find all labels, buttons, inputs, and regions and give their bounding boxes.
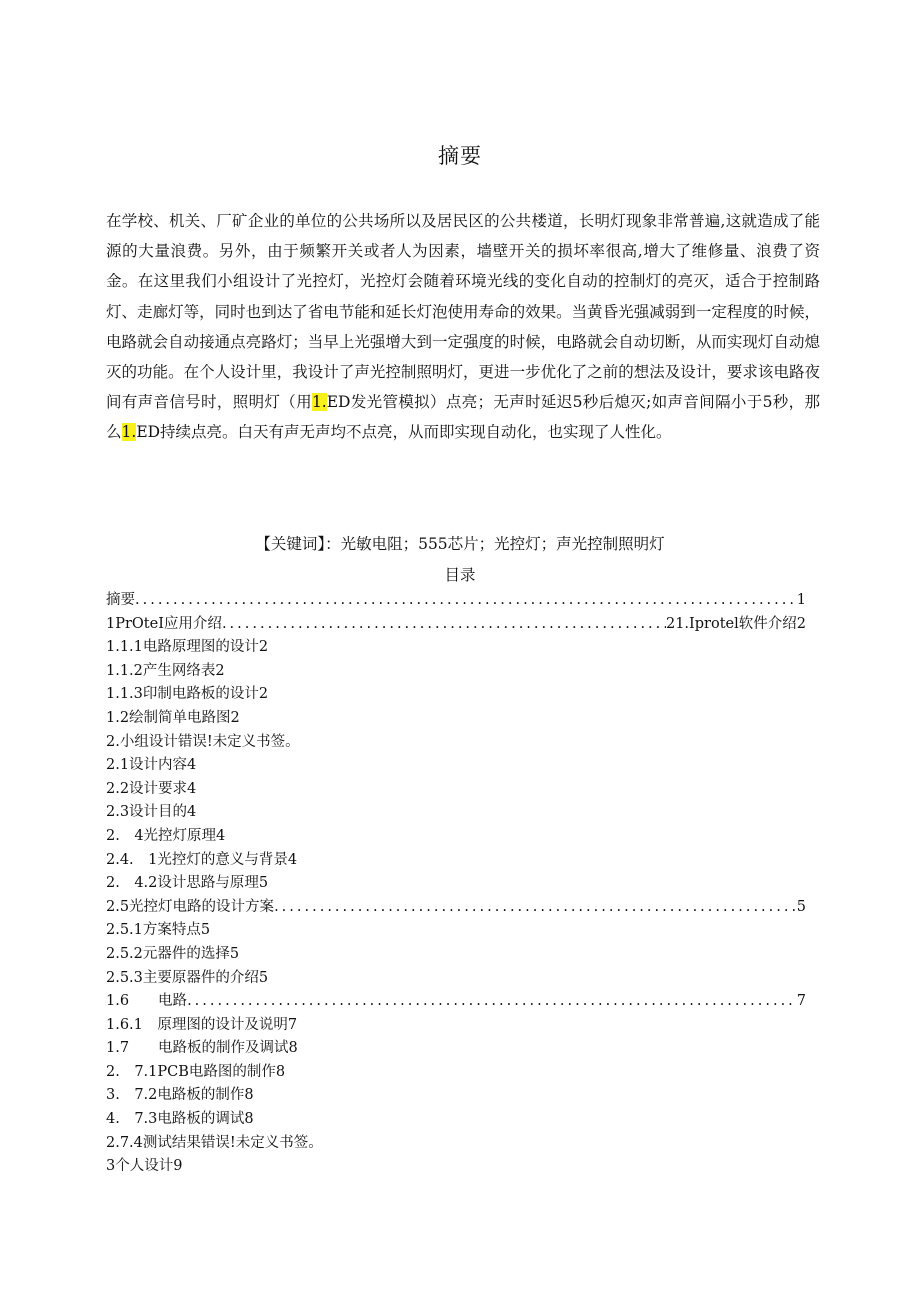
highlighted-text: 1. [311,393,327,412]
toc-title: 目录 [444,566,476,584]
toc-entry-title: 1.7 电路板的制作及调试8 [106,1040,298,1057]
toc-entry[interactable] [106,754,806,778]
abstract-paragraph [106,206,820,448]
toc-entry[interactable] [106,919,806,943]
toc-entry-title: 1PrOteI应用介绍 [106,615,222,632]
toc-dot-leader [135,589,797,613]
abstract-text: 在学校、机关、厂矿企业的单位的公共场所以及居民区的公共楼道，长明灯现象非常普遍,这就造成了能源的大量浪费。另外，由于频繁开关或者人为因素，墙壁开关的损坏率很高,增大了维修量、浪费了资金。在这里我们小组设计了光控灯，光控灯会随着环境光线的变化自动的控制灯的亮灭，适合于控制路灯、走廊灯等，同时也到达了省电节能和延长灯泡使用寿命的效果。当黄昏光强减弱到一定程度的时候，电路就会自动接通点亮路灯；当早上光强增大到一定强度的时候，电路就会自动切断，从而实现灯自动熄灭的功能。在个人设计里，我设计了声光控制照明灯，更进一步优化了之前的想法及设计，要求该电路夜间有声音信号时，照明灯（用 [106,212,820,412]
toc-entry-title: 摘要 [106,592,135,608]
toc-entry-title: 1.6 电路 [106,993,188,1010]
toc-entry[interactable] [106,1155,806,1179]
toc-entry-title: 2.5.3主要原器件的介绍5 [106,969,269,986]
toc-entry[interactable] [106,778,806,802]
toc-entry[interactable] [106,707,806,731]
toc-entry[interactable] [106,825,806,849]
toc-dot-leader [274,896,797,920]
toc-entry[interactable] [106,1132,806,1156]
toc-entry-page: 7 [796,993,806,1010]
toc-entry[interactable] [106,1108,806,1132]
highlighted-text: 1. [121,423,137,442]
toc-dot-leader [222,613,666,637]
toc-entry[interactable] [106,1037,806,1061]
keywords-line: 【关键词】：光敏电阻；555芯片；光控灯；声光控制照明灯 [255,535,665,553]
toc-entry[interactable] [106,683,806,707]
toc-entry[interactable] [106,896,806,920]
toc-entry[interactable] [106,613,806,637]
toc-entry-title: 2.5.2元器件的选择5 [106,945,240,962]
toc-dot-leader [187,990,797,1014]
toc-entry-title: 3个人设计9 [106,1158,183,1175]
toc-entry-title: 1.2绘制简单电路图2 [106,709,240,726]
toc-entry-page: 21.Iprotel软件介绍2 [665,615,806,632]
toc-entry-title: 1.1.2产生网络表2 [106,662,225,679]
toc-entry[interactable] [106,1014,806,1038]
toc-entry-page: 1 [796,592,806,608]
toc-entry[interactable] [106,943,806,967]
toc-entry[interactable] [106,872,806,896]
toc-entry[interactable] [106,849,806,873]
toc-entry-title: 2.3设计目的4 [106,804,197,821]
toc-entry-title: 2. 4光控灯原理4 [106,827,226,844]
toc-entry-title: 1.6.1 原理图的设计及说明7 [106,1016,298,1033]
toc-entry-page: 5 [796,898,806,915]
toc-entry-title: 2. 7.1PCB电路图的制作8 [106,1063,286,1080]
toc-entry-title: 4. 7.3电路板的调试8 [106,1111,254,1128]
toc-entry-title: 1.1.3印制电路板的设计2 [106,686,269,703]
toc-entry[interactable] [106,990,806,1014]
toc-entry-title: 2.5光控灯电路的设计方案 [106,898,275,915]
toc-entry-title: 2.2设计要求4 [106,780,197,797]
abstract-text: ED发光管模拟）点亮；无声时延迟5秒后熄灭;如声音间隔小于5秒，那么 [106,393,820,442]
toc-entry[interactable] [106,1061,806,1085]
toc-entry[interactable] [106,589,806,613]
toc-entry-title: 2.小组设计错误!未定义书签。 [106,733,300,750]
toc-entry-title: 2. 4.2设计思路与原理5 [106,875,269,892]
toc-entry[interactable] [106,1084,806,1108]
toc-entry[interactable] [106,967,806,991]
toc-entry-title: 2.5.1方案特点5 [106,922,211,939]
table-of-contents [106,589,806,1179]
toc-entry[interactable] [106,731,806,755]
toc-entry-title: 2.1设计内容4 [106,757,197,774]
abstract-text: ED持续点亮。白天有声无声均不点亮，从而即实现自动化，也实现了人性化。 [136,423,672,442]
toc-entry-title: 1.1.1电路原理图的设计2 [106,639,269,656]
toc-entry[interactable] [106,636,806,660]
toc-entry-title: 2.4. 1光控灯的意义与背景4 [106,851,298,868]
toc-entry-title: 3. 7.2电路板的制作8 [106,1087,254,1104]
toc-entry[interactable] [106,801,806,825]
toc-entry[interactable] [106,660,806,684]
page-title: 摘要 [438,144,482,168]
toc-entry-title: 2.7.4测试结果错误!未定义书签。 [106,1134,323,1151]
